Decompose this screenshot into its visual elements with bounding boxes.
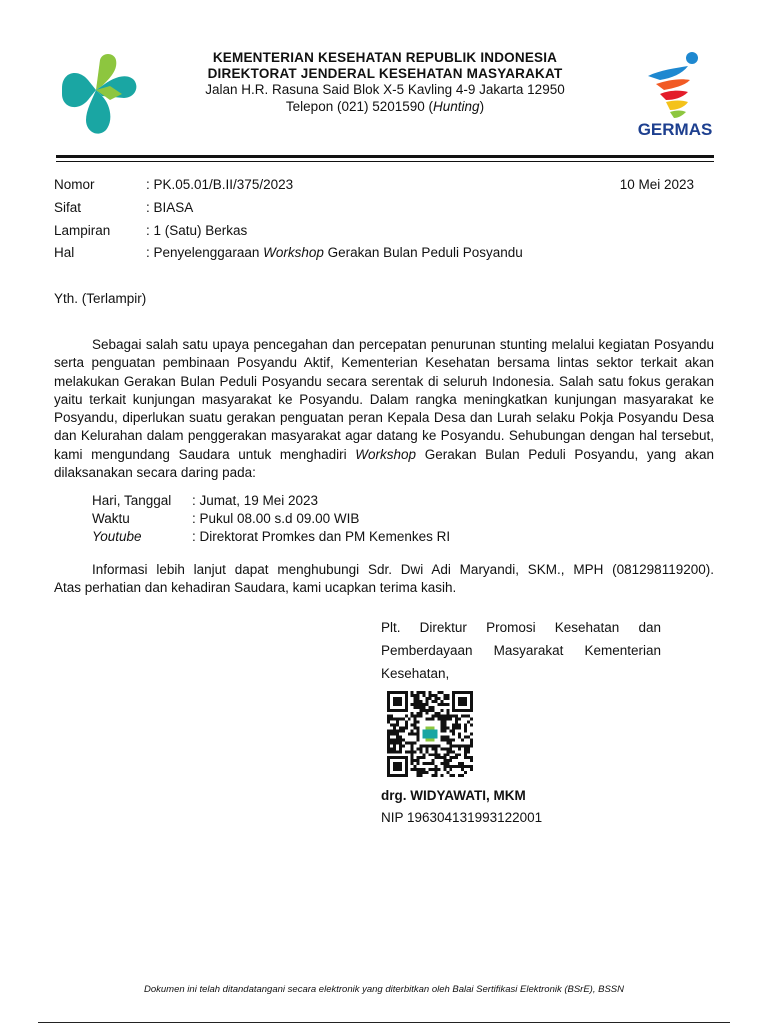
body-paragraph-1: Sebagai salah satu upaya pencegahan dan percepatan penurunan stunting melalui kegiatan Posyandu serta penguatan pembinaan Posyandu Aktif, Kementerian Kesehatan bersama lintas sektor terkait akan melakukan Gerakan Bulan Peduli Posyandu secara serentak di seluruh Indonesia. Salah satu fokus gerakan yaitu terkait kunjungan masyarakat ke Posyandu. Dalam rangka meningkatkan kunjungan masyarakat ke Posyandu, diperlukan suatu gerakan penguatan peran Kepala Desa dan Lurah selaku Pokja Posyandu Desa dan Kelurahan dalam penggerakan masyarakat agar datang ke Posyandu. Sehubungan dengan hal tersebut, kami mengundang Saudara untuk menghadiri Workshop Gerakan Bulan Peduli Posyandu, yang akan dilaksanakan secara daring pada: xyxy=(54,337,714,481)
germas-wordmark: GERMAS xyxy=(637,120,713,139)
kemenkes-logo xyxy=(52,50,142,138)
event-time-value: : Pukul 08.00 s.d 09.00 WIB xyxy=(192,511,360,526)
signatory-name: drg. WIDYAWATI, MKM xyxy=(381,788,526,803)
recipient: Yth. (Terlampir) xyxy=(54,291,147,306)
event-platform-row xyxy=(92,529,692,548)
electronic-signature-notice: Dokumen ini telah ditandatangani secara elektronik yang diterbitkan oleh Balai Sertifikasi Elektronik (BSrE), BSSN xyxy=(144,984,624,995)
letter-date: 10 Mei 2023 xyxy=(619,177,694,192)
lampiran-label: Lampiran xyxy=(54,223,111,238)
nomor-value: : PK.05.01/B.II/375/2023 xyxy=(146,177,294,192)
meta-nomor-row xyxy=(54,177,694,197)
germas-figure-icon xyxy=(630,50,720,120)
hal-value: : Penyelenggaraan Workshop Gerakan Bulan Peduli Posyandu xyxy=(146,245,523,260)
meta-hal-row xyxy=(54,245,694,265)
event-day-label: Hari, Tanggal xyxy=(92,493,172,508)
body-paragraph-2-line-1: Informasi lebih lanjut dapat menghubungi Sdr. Dwi Adi Maryandi, SKM., MPH (081298119200). xyxy=(92,562,714,577)
hal-label: Hal xyxy=(54,245,75,260)
meta-sifat-row xyxy=(54,200,694,220)
header-ministry-name: KEMENTERIAN KESEHATAN REPUBLIK INDONESIA xyxy=(212,50,558,65)
event-time-label: Waktu xyxy=(92,511,130,526)
signatory-title: Plt. Direktur Promosi Kesehatan dan Pemberdayaan Masyarakat Kementerian Kesehatan, xyxy=(381,620,661,681)
header-directorate-name: DIREKTORAT JENDERAL KESEHATAN MASYARAKAT xyxy=(207,66,563,81)
event-time-row xyxy=(92,511,692,530)
footer-divider xyxy=(38,1022,730,1023)
header-divider-thick xyxy=(56,155,714,158)
signatory-nip: NIP 196304131993122001 xyxy=(381,810,543,825)
sifat-label: Sifat xyxy=(54,200,82,215)
qr-code-signature xyxy=(385,691,475,777)
header-phone: Telepon (021) 5201590 (Hunting) xyxy=(285,99,485,114)
lampiran-value: : 1 (Satu) Berkas xyxy=(146,223,248,238)
sifat-value: : BIASA xyxy=(146,200,194,215)
event-platform-value: : Direktorat Promkes dan PM Kemenkes RI xyxy=(192,529,451,544)
meta-lampiran-row xyxy=(54,223,694,243)
event-platform-label: Youtube xyxy=(92,529,142,544)
germas-logo xyxy=(630,50,720,140)
event-day-value: : Jumat, 19 Mei 2023 xyxy=(192,493,319,508)
header-address: Jalan H.R. Rasuna Said Blok X-5 Kavling 4-9 Jakarta 12950 xyxy=(205,82,565,97)
event-day-row xyxy=(92,493,692,512)
body-paragraph-2-line-2: Atas perhatian dan kehadiran Saudara, kami ucapkan terima kasih. xyxy=(54,580,457,595)
nomor-label: Nomor xyxy=(54,177,95,192)
header-divider-thin xyxy=(56,161,714,162)
